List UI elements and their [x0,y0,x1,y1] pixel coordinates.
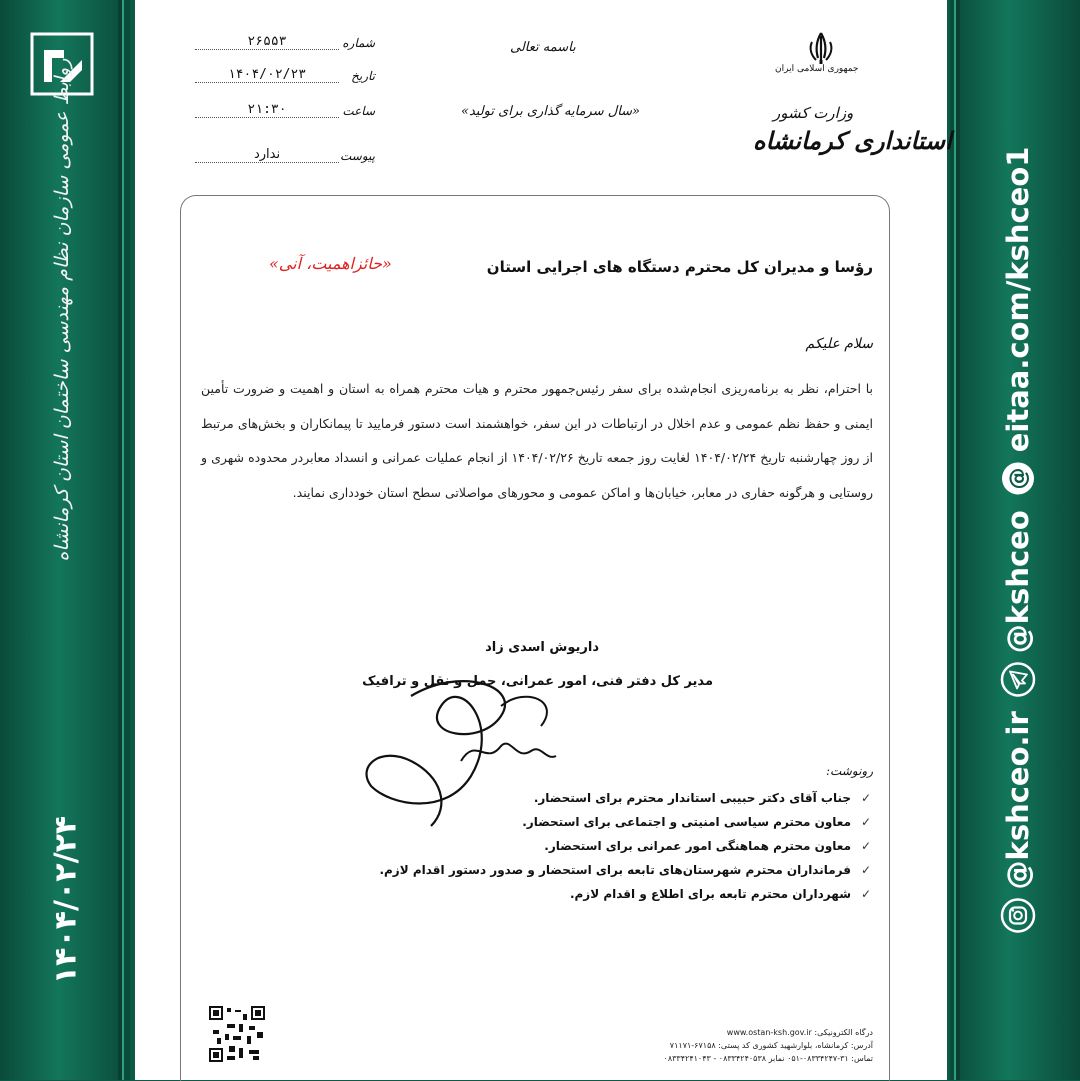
letter-number-row [195,30,375,50]
letter-time-row [195,98,375,118]
year-motto: «سال سرمایه گذاری برای تولید» [461,104,641,119]
cc-item-text: فرمانداران محترم شهرستان‌های تابعه برای استحضار و صدور دستور اقدام لازم. [379,863,851,877]
cc-item-text: معاون محترم هماهنگی امور عمرانی برای استحضار. [544,839,851,853]
social-handle-instagram[interactable] [1000,711,1036,933]
cc-item-text: شهرداران محترم تابعه برای اطلاع و اقدام لازم. [569,887,851,901]
footer-portal-label: درگاه الکترونیکی: [814,1028,873,1037]
letter-attachment: ندارد [195,147,339,163]
social-handle-text: @kshceo [1001,510,1035,654]
letter-number: ۲۶۵۵۳ [195,34,339,50]
frame-divider [954,0,956,1080]
footer-address: آدرس: کرمانشاه، بلوارشهید کشوری کد پستی: ۶۷۱۵۸-۷۱۱۷۱ [669,1041,873,1050]
urgency-stamp: «حائزاهمیت، آنی» [269,254,392,273]
footer-portal [664,1026,873,1039]
footer-phones: تماس: ۳۱-۰۸۳۳۴۲۴۷-۰۵۱ نمابر ۰۸۳۳۴۲۴۰۵۳۸ - ۰۸۳۳۴۲۴۱۰۴۳ [663,1054,873,1063]
social-handle-eitaa[interactable] [1000,147,1036,497]
cc-item [379,786,873,810]
instagram-icon [1000,897,1036,933]
meta-label: ساعت [342,104,375,118]
organization-name: روابط عمومی سازمان نظام مهندسی ساختمان استان کرمانشاه [51,58,73,562]
cc-item-text: معاون محترم سیاسی امنیتی و اجتماعی برای استحضار. [522,815,851,829]
cc-label: رونوشت: [825,764,873,778]
svg-text:@: @ [1006,467,1031,490]
letter-content-box [180,195,890,1081]
signer-name: داریوش اسدی زاد [485,640,599,655]
checkmark-icon: ✓ [860,791,872,805]
frame-divider [122,0,124,1080]
cc-list [379,786,873,906]
meta-label: تاریخ [351,69,375,83]
qr-code-icon [209,1006,265,1062]
checkmark-icon: ✓ [860,839,872,853]
official-letter [135,0,952,1080]
letter-body: با احترام، نظر به برنامه‌ریزی انجام‌شده برای سفر رئیس‌جمهور محترم و هیات محترم همراه به استان و اهمیت و ضرورت تأمین ایمنی و حفظ نظم عمومی و عدم اخلال در ارتباطات در این سفر، خواهشمند است دستور فرمایید تا پیمانکاران و بخش‌های مرتبط از روز چهارشنبه تاریخ ۱۴۰۴/۰۲/۲۴ لغایت روز جمعه تاریخ ۱۴۰۴/۰۲/۲۶ از انجام عملیات عمرانی و انسداد معابردر محدوده شهری و روستایی و هرگونه حفاری در معابر، خیابان‌ها و اماکن عمومی و محورهای مواصلاتی سطح استان خودداری نمایند. [201,381,874,500]
letter-date: ۱۴۰۴/۰۲/۲۳ [195,67,339,83]
ministry-name: وزارت کشور [773,104,854,122]
letter-time: ۲۱:۳۰ [195,102,339,118]
greeting: سلام علیکم [805,336,873,352]
at-icon [1000,460,1036,496]
country-name: جمهوری اسلامی ایران [775,64,859,74]
checkmark-icon: ✓ [860,887,872,901]
social-handles [1000,147,1036,934]
checkmark-icon: ✓ [860,863,872,877]
iran-emblem-icon [803,30,839,66]
social-handle-text: @kshceo.ir [1001,711,1035,890]
telegram-icon [1000,661,1036,697]
meta-label: پیوست [340,149,375,163]
cc-item [379,834,873,858]
cc-item-text: جناب آقای دکتر حبیبی استاندار محترم برای استحضار. [533,791,851,805]
letter-date-row [195,63,375,83]
signer-title: مدیر کل دفتر فنی، امور عمرانی، حمل و نقل و ترافیک [362,674,713,689]
cc-item [379,882,873,906]
bismillah: باسمه تعالی [510,40,576,55]
addressee: رؤسا و مدیران کل محترم دستگاه های اجرایی استان [486,258,873,276]
letter-attachment-row [195,143,375,163]
meta-label: شماره [342,36,375,50]
cc-item [379,810,873,834]
publish-date: ۱۴۰۴/۰۲/۲۴ [48,815,84,985]
governorate-name: استانداری کرمانشاه [753,126,952,155]
social-handle-telegram[interactable] [1000,510,1036,697]
checkmark-icon: ✓ [860,815,872,829]
footer-portal-url[interactable]: www.ostan-ksh.gov.ir [726,1028,812,1037]
social-handle-text: eitaa.com/kshceo1 [1001,146,1035,453]
letter-footer [664,1026,873,1065]
cc-item [379,858,873,882]
